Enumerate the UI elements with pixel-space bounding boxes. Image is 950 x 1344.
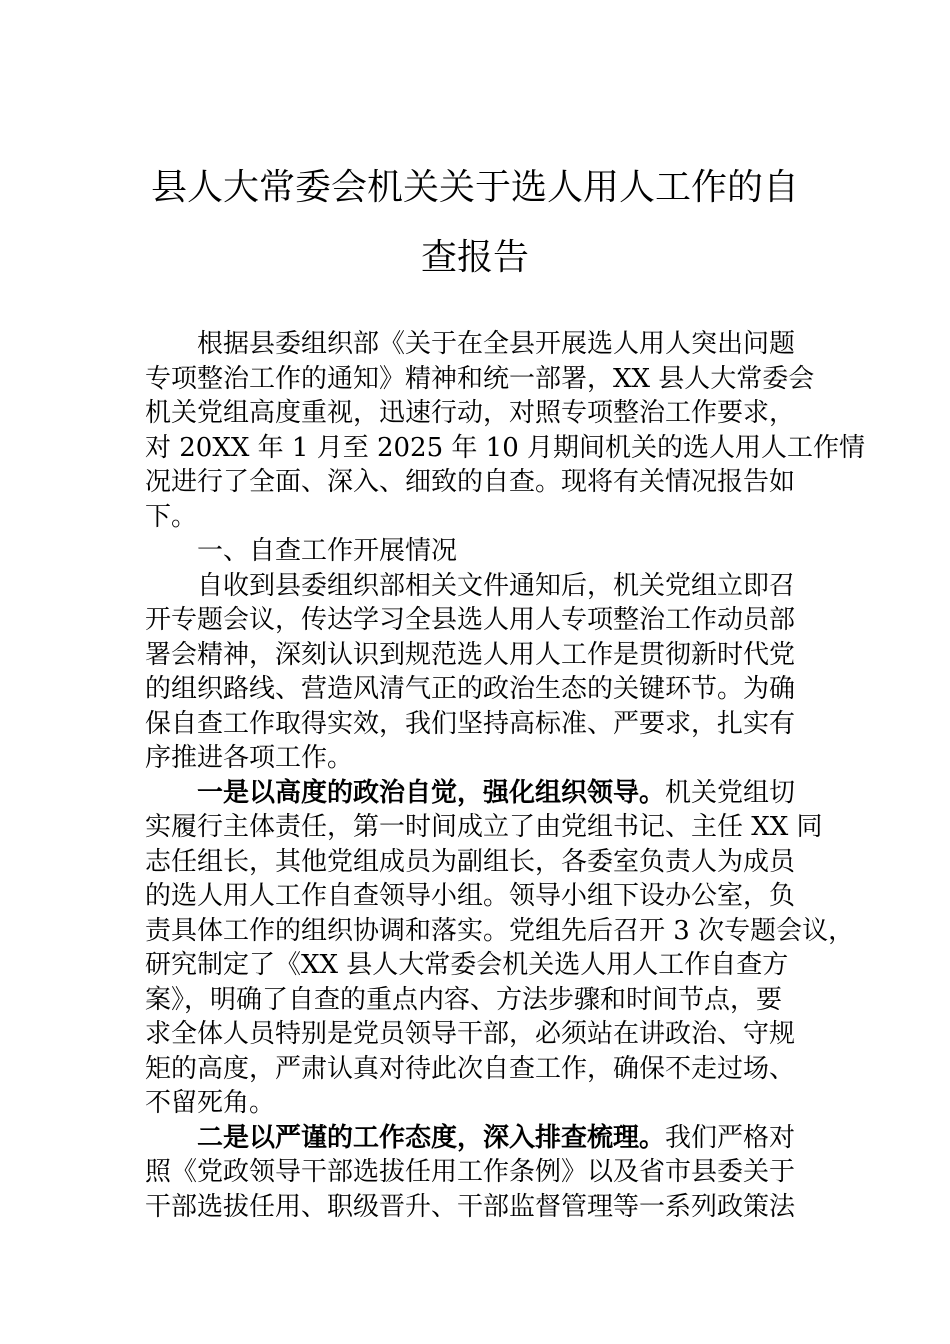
line-text: 责具体工作的组织协调和落实。党组先后召开 3 次专题会议， — [145, 915, 855, 946]
text-line — [145, 1017, 845, 1052]
text-line — [145, 431, 866, 466]
text-line — [145, 1121, 845, 1156]
line-text: 下。 — [145, 501, 198, 532]
line-text: 序推进各项工作。 — [145, 743, 354, 773]
text-line — [145, 845, 845, 880]
text-line — [145, 465, 845, 500]
text-line — [145, 500, 845, 535]
line-text: 不留死角。 — [145, 1088, 276, 1118]
title-line-1: 县人大常委会机关关于选人用人工作的自 — [150, 167, 799, 208]
line-text: 求全体人员特别是党员领导干部，必须站在讲政治、守规 — [145, 1019, 796, 1049]
text-line — [145, 672, 845, 707]
line-text: 机关党组高度重视，迅速行动，对照专项整治工作要求， — [145, 398, 796, 428]
line-text: 根据县委组织部《关于在全县开展选人用人突出问题 — [197, 329, 796, 359]
line-text: 对 20XX 年 1 月至 2025 年 10 月期间机关的选人用人工作情 — [145, 432, 866, 463]
text-line — [145, 569, 845, 604]
line-text: 机关党组切 — [665, 777, 796, 808]
text-line — [145, 707, 845, 742]
line-text: 志任组长，其他党组成员为副组长，各委室负责人为成员 — [145, 846, 796, 877]
line-text: 保自查工作取得实效，我们坚持高标准、严要求，扎实有 — [145, 708, 796, 739]
line-text: 署会精神，深刻认识到规范选人用人工作是贯彻新时代党 — [145, 639, 796, 670]
document-title — [0, 153, 950, 293]
line-text: 开专题会议，传达学习全县选人用人专项整治工作动员部 — [145, 605, 796, 635]
line-text: 的选人用人工作自查领导小组。领导小组下设办公室，负 — [145, 881, 796, 911]
text-line — [145, 603, 845, 638]
title-line-2: 查报告 — [420, 237, 529, 278]
text-line — [145, 1052, 845, 1087]
text-line — [145, 638, 845, 673]
line-text: 干部选拔任用、职级晋升、干部监督管理等一系列政策法 — [145, 1191, 796, 1222]
text-line — [145, 362, 845, 397]
line-text: 专项整治工作的通知》精神和统一部署，XX 县人大常委会 — [145, 363, 815, 394]
line-text: 矩的高度，严肃认真对待此次自查工作，确保不走过场、 — [145, 1053, 796, 1084]
document-body — [145, 327, 866, 1224]
text-line — [145, 776, 845, 811]
line-text: 自收到县委组织部相关文件通知后，机关党组立即召 — [197, 570, 796, 601]
text-line — [145, 534, 845, 569]
line-text: 的组织路线、营造风清气正的政治生态的关键环节。为确 — [145, 674, 796, 704]
line-text: 一、自查工作开展情况 — [197, 536, 458, 566]
text-line — [145, 948, 845, 983]
line-text: 研究制定了《XX 县人大常委会机关选人用人工作自查方 — [145, 950, 789, 980]
text-line — [145, 396, 845, 431]
text-line — [145, 1155, 845, 1190]
text-line — [145, 1086, 845, 1121]
text-line — [145, 741, 845, 776]
text-line — [145, 983, 845, 1018]
text-line — [145, 327, 845, 362]
text-line — [145, 879, 845, 914]
bold-lead-in: 一是以高度的政治自觉，强化组织领导。 — [197, 777, 666, 808]
line-text: 照《党政领导干部选拔任用工作条例》以及省市县委关于 — [145, 1157, 796, 1187]
line-text: 案》，明确了自查的重点内容、方法步骤和时间节点，要 — [145, 984, 783, 1015]
text-line — [145, 1190, 845, 1225]
line-text: 我们严格对 — [665, 1122, 796, 1153]
text-line — [145, 810, 845, 845]
line-text: 况进行了全面、深入、细致的自查。现将有关情况报告如 — [145, 467, 796, 497]
line-text: 实履行主体责任，第一时间成立了由党组书记、主任 XX 同 — [145, 812, 823, 842]
text-line — [145, 914, 855, 949]
bold-lead-in: 二是以严谨的工作态度，深入排查梳理。 — [197, 1122, 666, 1153]
